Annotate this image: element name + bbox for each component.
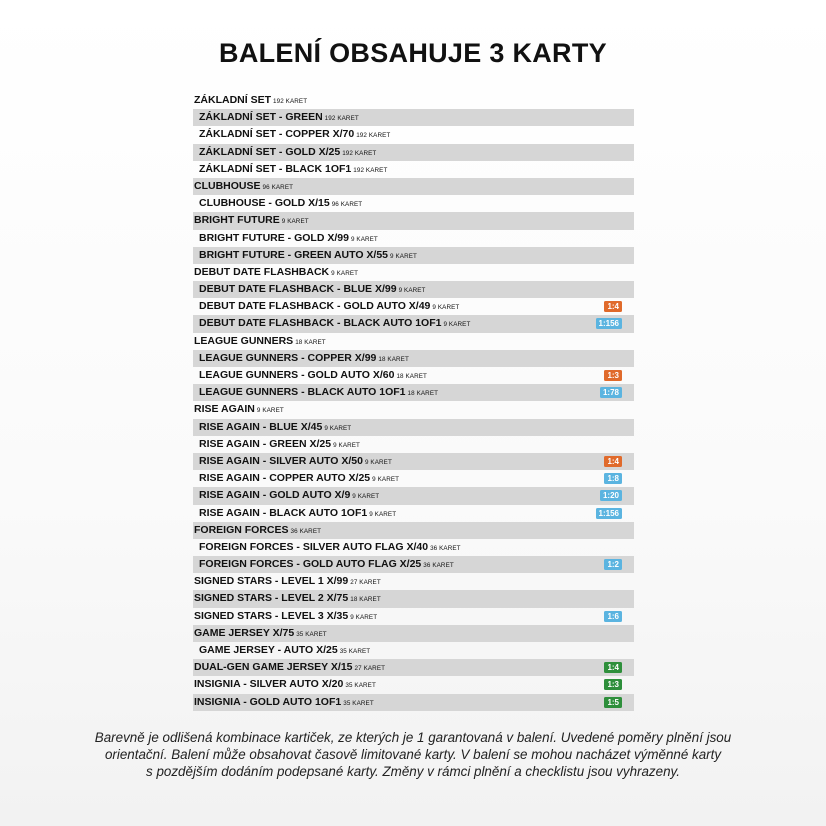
row-card-count: 9 KARET [369, 510, 397, 518]
row-label: INSIGNIA - SILVER AUTO X/20 [194, 678, 344, 691]
checklist-row [193, 522, 634, 539]
row-label: RISE AGAIN - BLUE X/45 [199, 420, 323, 433]
row-card-count: 9 KARET [398, 287, 426, 295]
checklist-row [193, 281, 634, 298]
ratio-badge: 1:2 [604, 559, 622, 570]
row-card-count: 36 KARET [423, 562, 454, 570]
checklist-row [193, 419, 634, 436]
row-card-count: 36 KARET [290, 527, 322, 535]
checklist-row [193, 694, 634, 711]
checklist-row [193, 350, 634, 367]
checklist-row [193, 195, 634, 212]
footer-line: Barevně je odlišená kombinace kartiček, ze kterých je 1 garantovaná v balení. Uvedené poměry plnění jsou [94, 730, 732, 745]
row-card-count: 9 KARET [256, 407, 284, 415]
checklist-row [193, 487, 634, 504]
row-card-count: 96 KARET [331, 201, 363, 209]
checklist-row [193, 470, 634, 487]
ratio-badge: 1:3 [604, 370, 622, 381]
checklist-row [193, 642, 634, 659]
row-label: FOREIGN FORCES - GOLD AUTO FLAG X/25 [199, 558, 422, 571]
row-label: RISE AGAIN - COPPER AUTO X/25 [199, 472, 371, 485]
row-card-count: 35 KARET [296, 630, 327, 638]
row-card-count: 9 KARET [432, 304, 460, 312]
row-label: BRIGHT FUTURE - GOLD X/99 [199, 231, 349, 244]
checklist-row [193, 212, 634, 229]
ratio-badge: 1:8 [604, 473, 622, 484]
row-card-count: 9 KARET [350, 235, 378, 243]
row-label: SIGNED STARS - LEVEL 3 X/35 [194, 609, 349, 622]
row-label: SIGNED STARS - LEVEL 2 X/75 [194, 592, 349, 605]
row-card-count: 9 KARET [324, 424, 352, 432]
checklist-row [193, 178, 634, 195]
row-label: RISE AGAIN - SILVER AUTO X/50 [199, 454, 363, 467]
row-card-count: 9 KARET [331, 269, 359, 277]
ratio-badge: 1:20 [600, 490, 622, 501]
checklist-row [193, 109, 634, 126]
checklist-row [193, 230, 634, 247]
checklist-row [193, 264, 634, 281]
row-card-count: 35 KARET [339, 648, 371, 655]
row-card-count: 18 KARET [350, 596, 381, 604]
row-label: GAME JERSEY X/75 [194, 626, 295, 639]
row-card-count: 18 KARET [407, 390, 439, 398]
row-label: RISE AGAIN - GOLD AUTO X/9 [199, 489, 351, 502]
ratio-badge: 1:5 [604, 697, 622, 708]
row-label: RISE AGAIN - BLACK AUTO 1OF1 [199, 506, 368, 519]
row-card-count: 192 KARET [273, 98, 308, 105]
row-label: ZÁKLADNÍ SET - GREEN [199, 111, 323, 124]
ratio-badge: 1:3 [604, 679, 622, 690]
ratio-badge: 1:156 [596, 318, 622, 329]
row-label: DEBUT DATE FLASHBACK - GOLD AUTO X/49 [199, 300, 431, 313]
row-card-count: 35 KARET [343, 699, 374, 707]
row-card-count: 9 KARET [443, 321, 471, 329]
checklist-table [193, 92, 634, 711]
row-card-count: 9 KARET [372, 476, 400, 484]
checklist-row [193, 505, 634, 522]
row-label: FOREIGN FORCES [194, 523, 289, 536]
row-card-count: 9 KARET [364, 458, 392, 466]
row-label: CLUBHOUSE - GOLD X/15 [199, 197, 330, 210]
row-card-count: 9 KARET [390, 252, 417, 260]
row-card-count: 9 KARET [350, 613, 378, 621]
checklist-row [193, 401, 634, 418]
page-title: BALENÍ OBSAHUJE 3 KARTY [219, 38, 607, 68]
checklist-row [193, 676, 634, 693]
ratio-badge: 1:4 [604, 662, 622, 673]
row-label: RISE AGAIN [194, 403, 255, 416]
row-card-count: 18 KARET [378, 355, 409, 363]
checklist-row [193, 315, 634, 332]
row-label: LEAGUE GUNNERS - BLACK AUTO 1OF1 [199, 386, 406, 399]
row-card-count: 27 KARET [350, 579, 381, 587]
row-label: FOREIGN FORCES - SILVER AUTO FLAG X/40 [199, 540, 429, 553]
row-label: LEAGUE GUNNERS - COPPER X/99 [199, 351, 377, 364]
ratio-badge: 1:4 [604, 456, 622, 467]
row-card-count: 96 KARET [262, 183, 294, 191]
row-card-count: 192 KARET [324, 115, 359, 123]
checklist-row [193, 126, 634, 143]
row-label: INSIGNIA - GOLD AUTO 1OF1 [194, 695, 342, 708]
checklist-row [193, 333, 634, 350]
row-label: LEAGUE GUNNERS [194, 334, 294, 347]
row-card-count: 9 KARET [281, 218, 309, 226]
row-label: ZÁKLADNÍ SET - BLACK 1OF1 [199, 162, 352, 175]
row-label: ZÁKLADNÍ SET - GOLD X/25 [199, 145, 341, 158]
row-label: BRIGHT FUTURE - GREEN AUTO X/55 [199, 248, 389, 261]
row-label: DEBUT DATE FLASHBACK [194, 265, 330, 278]
checklist-row [193, 367, 634, 384]
checklist-row [193, 573, 634, 590]
row-label: DUAL-GEN GAME JERSEY X/15 [194, 661, 353, 674]
checklist-row [193, 247, 634, 264]
footer-line: s pozdějším dodáním podepsané karty. Změny v rámci plnění a checklistu jsou vyhrazeny. [146, 764, 680, 779]
footer-note [40, 729, 786, 780]
row-card-count: 35 KARET [345, 682, 376, 690]
row-label: ZÁKLADNÍ SET [194, 94, 271, 106]
checklist-row [193, 453, 634, 470]
checklist-row [193, 590, 634, 607]
checklist-row [193, 659, 634, 676]
row-card-count: 9 KARET [333, 441, 361, 449]
ratio-badge: 1:6 [604, 611, 622, 622]
row-label: BRIGHT FUTURE [194, 214, 280, 227]
ratio-badge: 1:78 [600, 387, 622, 398]
ratio-badge: 1:4 [604, 301, 622, 312]
row-label: LEAGUE GUNNERS - GOLD AUTO X/60 [199, 369, 395, 381]
row-card-count: 27 KARET [354, 665, 386, 673]
checklist-row [193, 144, 634, 161]
checklist-row [193, 625, 634, 642]
checklist-row [193, 608, 634, 625]
checklist-row [193, 539, 634, 556]
row-label: ZÁKLADNÍ SET - COPPER X/70 [199, 128, 355, 141]
row-card-count: 18 KARET [396, 373, 428, 380]
row-label: SIGNED STARS - LEVEL 1 X/99 [194, 575, 349, 588]
checklist-row [193, 436, 634, 453]
row-card-count: 18 KARET [295, 338, 326, 346]
ratio-badge: 1:156 [596, 508, 622, 519]
footer-line: orientační. Balení může obsahovat časově limitované karty. V balení se mohou nacházet výměnné karty [104, 747, 722, 762]
row-card-count: 192 KARET [356, 132, 391, 140]
checklist-row [193, 556, 634, 573]
row-label: DEBUT DATE FLASHBACK - BLUE X/99 [199, 283, 397, 296]
checklist-row [193, 161, 634, 178]
row-card-count: 192 KARET [353, 166, 388, 174]
row-label: GAME JERSEY - AUTO X/25 [199, 644, 338, 656]
row-label: DEBUT DATE FLASHBACK - BLACK AUTO 1OF1 [199, 317, 442, 330]
row-label: RISE AGAIN - GREEN X/25 [199, 437, 332, 450]
checklist-row [193, 92, 634, 109]
row-card-count: 36 KARET [430, 544, 461, 552]
checklist-row [193, 384, 634, 401]
row-label: CLUBHOUSE [194, 179, 261, 192]
row-card-count: 9 KARET [352, 493, 380, 501]
row-card-count: 192 KARET [342, 149, 377, 157]
checklist-row [193, 298, 634, 315]
